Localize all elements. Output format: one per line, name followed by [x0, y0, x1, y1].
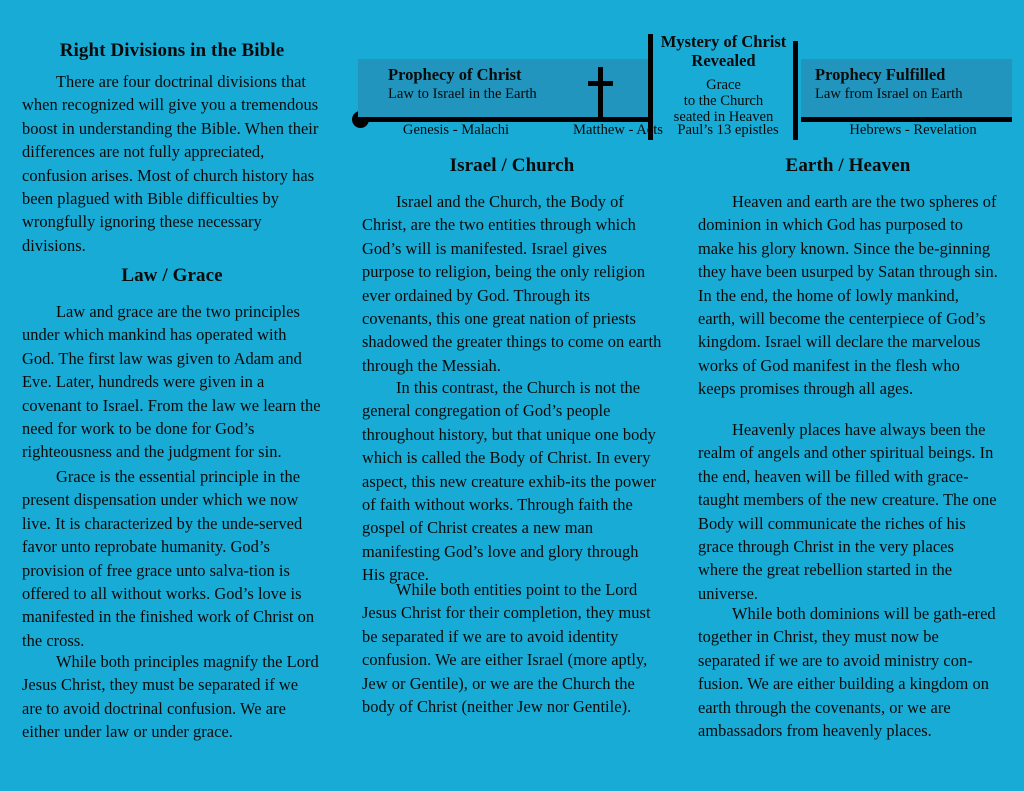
- mystery-sub-line-2: to the Church: [683, 93, 764, 109]
- law-grace-paragraph-2-block: [22, 465, 322, 652]
- israel-church-heading-block: [362, 155, 662, 185]
- mystery-sub-line-1: Grace: [706, 77, 741, 93]
- earth-heaven-paragraph-3-block: [698, 602, 998, 742]
- dispensational-timeline-diagram: [352, 28, 1012, 140]
- era-right-title: Prophecy Fulfilled: [815, 65, 946, 84]
- mystery-subtitle: [654, 77, 793, 125]
- book-range-hebrews-revelation: Hebrews - Revelation: [849, 122, 977, 138]
- mystery-title-line-2: Revealed: [691, 51, 756, 70]
- era-box-prophecy-fulfilled: [801, 59, 1012, 117]
- mystery-title-line-1: Mystery of Christ: [660, 32, 787, 51]
- mystery-of-christ-section: [654, 32, 793, 125]
- israel-church-paragraph-1: Israel and the Church, the Body of Christ, are the two entities through which God’s will is manifested. Israel gives purpose to religion, being the only religion ever ordained by God. Through its covenants, this one great nation of priests shadowed the greater things to come on earth through the Messiah.: [362, 192, 662, 375]
- law-grace-paragraph-1: Law and grace are the two principles under which mankind has operated with God. The first law was given to Adam and Eve. Later, hundreds were given in a covenant to Israel. From the law we learn the need for work to be done for God’s righteousness and the judgment for sin.: [22, 302, 321, 462]
- book-range-matthew-acts: Matthew - Acts: [573, 122, 663, 138]
- israel-church-paragraph-3: While both entities point to the Lord Jesus Christ for their completion, they must be separated if we are to avoid identity confusion. We are either Israel (more aptly, Jew or Gentile), or we are the Church the body of Christ (neither Jew nor Gentile).: [362, 580, 651, 717]
- israel-church-paragraph-1-block: [362, 190, 662, 377]
- cross-horizontal-bar: [588, 81, 613, 86]
- law-grace-paragraph-1-block: [22, 300, 322, 464]
- law-grace-paragraph-3: While both principles magnify the Lord Jesus Christ, they must be separated if we are to avoid doctrinal confusion. We are either under law or under grace.: [22, 652, 319, 742]
- earth-heaven-paragraph-2: Heavenly places have always been the realm of angels and other spiritual beings. In the end, heaven will be filled with grace-taught members of the new creature. The one Body will communicate the riches of his grace through Christ in the very places where the great rebellion started in the universe.: [698, 420, 997, 603]
- section-heading-israel-church: Israel / Church: [449, 155, 575, 176]
- intro-block: [22, 40, 322, 257]
- earth-heaven-paragraph-3: While both dominions will be gath-ered together in Christ, they must now be separated if we are to avoid ministry con-fusion. We are either building a kingdom on earth through the covenants, or we are ambassadors from heavenly places.: [698, 604, 996, 741]
- page-title: Right Divisions in the Bible: [59, 40, 285, 61]
- earth-heaven-paragraph-2-block: [698, 418, 998, 605]
- section-heading-earth-heaven: Earth / Heaven: [785, 155, 911, 176]
- earth-heaven-paragraph-1: Heaven and earth are the two spheres of dominion in which God has purposed to make his glory known. Since the be-ginning they have been usurped by Satan through sin. In the end, the home of lowly mankind, earth, will become the centerpiece of God’s kingdom. Israel will declare the marvelous works of God manifest in the flesh who keeps promises through all ages.: [698, 192, 998, 399]
- law-grace-paragraph-2: Grace is the essential principle in the present dispensation under which we now live. It is characterized by the unde-served favor unto reprobate humanity. God’s provision of free grace unto salva-tion is offered to all without works. God’s love is manifested in the finished work of Christ on the cross.: [22, 467, 315, 650]
- era-left-subtitle: Law to Israel in the Earth: [388, 86, 537, 102]
- mystery-title: [654, 32, 793, 70]
- era-right-subtitle: Law from Israel on Earth: [815, 86, 963, 102]
- section-heading-law-grace: Law / Grace: [121, 265, 223, 286]
- earth-heaven-paragraph-1-block: [698, 190, 998, 401]
- law-grace-heading-block: [22, 265, 322, 295]
- law-grace-paragraph-3-block: [22, 650, 322, 744]
- earth-heaven-heading-block: [698, 155, 998, 185]
- book-range-genesis-malachi: Genesis - Malachi: [402, 122, 510, 138]
- era-box-prophecy-of-christ: [358, 59, 652, 117]
- israel-church-paragraph-3-block: [362, 578, 662, 718]
- mystery-sub-line-3: seated in Heaven: [673, 109, 774, 125]
- era-left-title: Prophecy of Christ: [388, 65, 522, 84]
- israel-church-paragraph-2: In this contrast, the Church is not the general congregation of God’s people throughout history, but that unique one body which is called the Body of Christ. In every aspect, this new creature exhib-its the power of faith without works. Through faith the gospel of Christ creates a new man manifesting God’s love and glory through His grace.: [362, 378, 656, 585]
- israel-church-paragraph-2-block: [362, 376, 662, 587]
- book-range-pauls-epistles: Paul’s 13 epistles: [677, 122, 779, 138]
- intro-paragraph: There are four doctrinal divisions that when recognized will give you a tremendous boost in understanding the Bible. When their differences are not fully appreciated, confusion arises. Most of church history has been plagued with Bible difficulties by wrongfully ignoring these necessary divisions.: [22, 72, 319, 255]
- cross-vertical-bar: [598, 67, 603, 119]
